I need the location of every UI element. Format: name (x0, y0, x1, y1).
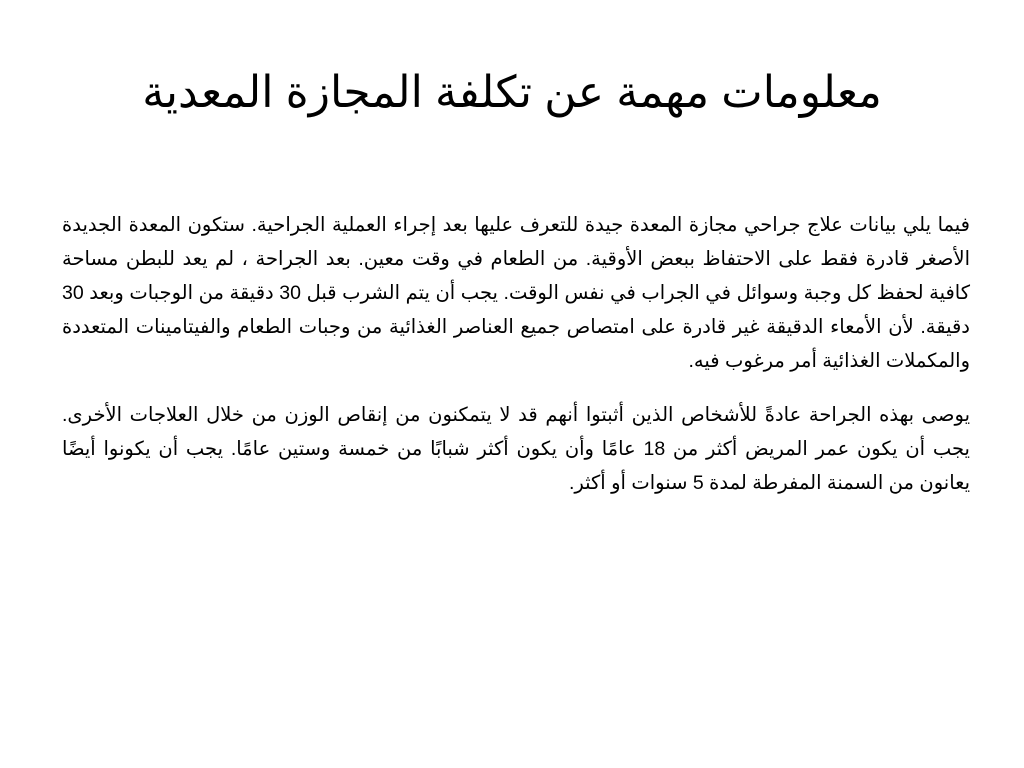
body-paragraph: فيما يلي بيانات علاج جراحي مجازة المعدة جيدة للتعرف عليها بعد إجراء العملية الجراحية. ستكون المعدة الجديدة الأصغر قادرة فقط على الاحتفاظ ببعض الأوقية. من الطعام في وقت معين. بعد الجراحة ، لم يعد للبطن مساحة كافية لحفظ كل وجبة وسوائل في الجراب في نفس الوقت. يجب أن يتم الشرب قبل 30 دقيقة من الوجبات وبعد 30 دقيقة. لأن الأمعاء الدقيقة غير قادرة على امتصاص جميع العناصر الغذائية من وجبات الطعام والفيتامينات المتعددة والمكملات الغذائية أمر مرغوب فيه. (62, 214, 971, 372)
slide-body (62, 208, 970, 500)
body-paragraph: يوصى بهذه الجراحة عادةً للأشخاص الذين أثبتوا أنهم قد لا يتمكنون من إنقاص الوزن من خلال العلاجات الأخرى. يجب أن يكون عمر المريض أكثر من 18 عامًا وأن يكون أكثر شبابًا من خمسة وستين عامًا. يجب أن يكونوا أيضًا يعانون من السمنة المفرطة لمدة 5 سنوات أو أكثر. (62, 404, 970, 494)
slide-title: معلومات مهمة عن تكلفة المجازة المعدية (142, 68, 882, 117)
